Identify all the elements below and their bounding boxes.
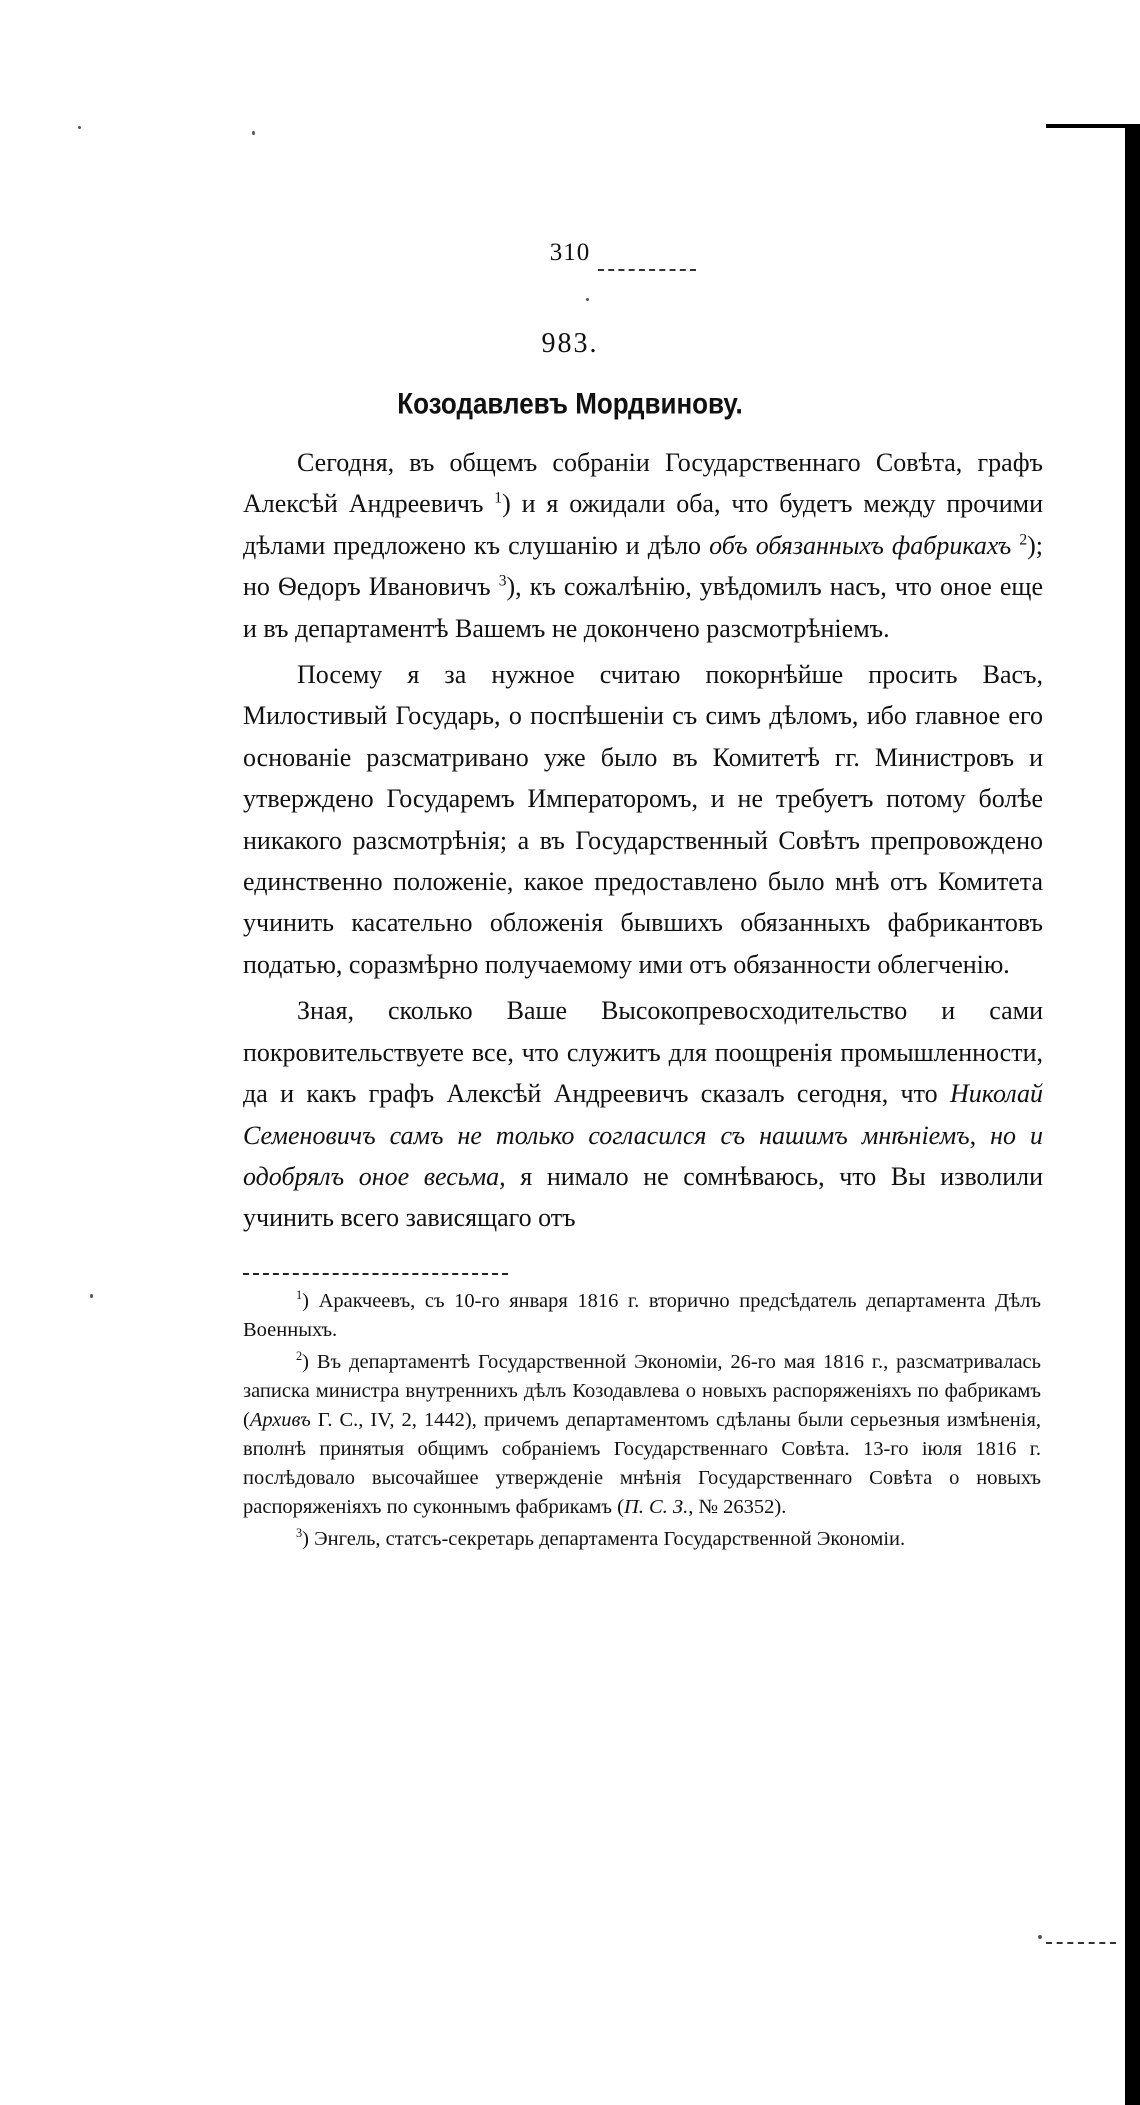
page-edge-shadow [1125,125,1140,2105]
italic-phrase: объ обязанныхъ фабрикахъ [709,530,1012,560]
scan-speck [252,131,255,135]
scan-speck [1038,1935,1042,1939]
footnote-marker: 1 [296,1288,303,1303]
italic-phrase: П. С. З. [623,1496,689,1518]
footnote-marker: 1 [494,489,503,507]
italic-phrase: Николай Семеновичъ самъ не только согласился съ нашимъ мнѣніемъ, но и одобрялъ оное весьма, [243,1079,1043,1191]
scan-speck [90,1294,93,1298]
page-number: 310 [549,239,591,266]
body-paragraph-3: Зная, сколько Ваше Высокопревосходительство и сами покровительствуете все, что служитъ для поощренія промышленности, да и какъ графъ Алексѣй Андреевичъ сказалъ сегодня, что Николай Семеновичъ самъ не только согласился съ нашимъ мнѣніемъ, но и одобрялъ оное весьма, я нимало не сомнѣваюсь, что Вы изволили учинить всего зависящаго отъ [243,996,1043,1233]
footnote-1: $^1$) Аракчеевъ, съ 10-го января 1816 г. вторично предсѣдатель департамента Дѣлъ Военныхъ. [243,1288,1041,1341]
bottom-margin-mark [1046,1942,1116,1944]
footnotes [243,1287,1041,1557]
italic-phrase: Архивъ [249,1409,311,1431]
letter-title: Козодавлевъ Мордвинову. [397,385,743,421]
footnote-marker: 2 [296,1349,303,1364]
body-paragraph-2: Посему я за нужное считаю покорнѣйше просить Васъ, Милостивый Государь, о поспѣшеніи съ симъ дѣломъ, ибо главное его основаніе разсматривано уже было въ Комитетѣ гг. Министровъ и утверждено Государемъ Императоромъ, и не требуетъ потому болѣе никакого разсмотрѣнія; а въ Государственный Совѣтъ препровождено единственно положеніе, какое предоставлено было мнѣ отъ Комитета учинить касательно обложенія бывшихъ обязанныхъ фабрикантовъ податью, соразмѣрно получаемому ими отъ обязанности облегченію. [243,660,1043,979]
footnote-marker: 3 [296,1526,303,1541]
letter-body [243,442,1043,1244]
footnote-separator [243,1273,508,1275]
footnote-3: $^3$) Энгель, статсъ-секретарь департамента Государственной Экономіи. [296,1526,906,1550]
scan-speck [586,298,589,301]
document-number: 983. [541,328,599,359]
page-number-rule [598,269,696,271]
footnote-marker: 3 [498,572,507,590]
footnote-2: $^2$) Въ департаментѣ Государственной Экономіи, 26-го мая 1816 г., разсматривалась записка министра внутреннихъ дѣлъ Козодавлева о новыхъ распоряженіяхъ по фабрикамъ (Архивъ Г. С., IV, 2, 1442), причемъ департаментомъ сдѣланы были серьезныя измѣненія, вполнѣ принятыя общимъ собраніемъ Государственнаго Совѣта. 13-го іюля 1816 г. послѣдовало высочайшее утвержденіе мнѣнія Государственнаго Совѣта о новыхъ распоряженіяхъ по суконнымъ фабрикамъ (П. С. З., № 26352). [243,1349,1041,1518]
body-paragraph-1: Сегодня, въ общемъ собраніи Государственнаго Совѣта, графъ Алексѣй Андреевичъ $^1$) и я ожидали оба, что будетъ между прочими дѣлами предложено къ слушанію и дѣло объ обязанныхъ фабрикахъ $^2$); но Ѳедоръ Ивановичъ $^3$), къ сожалѣнію, увѣдомилъ насъ, что оное еще и въ департаментѣ Вашемъ не докончено разсмотрѣніемъ. [243,448,1043,643]
scan-speck [78,126,81,129]
footnote-marker: 2 [1019,531,1028,549]
